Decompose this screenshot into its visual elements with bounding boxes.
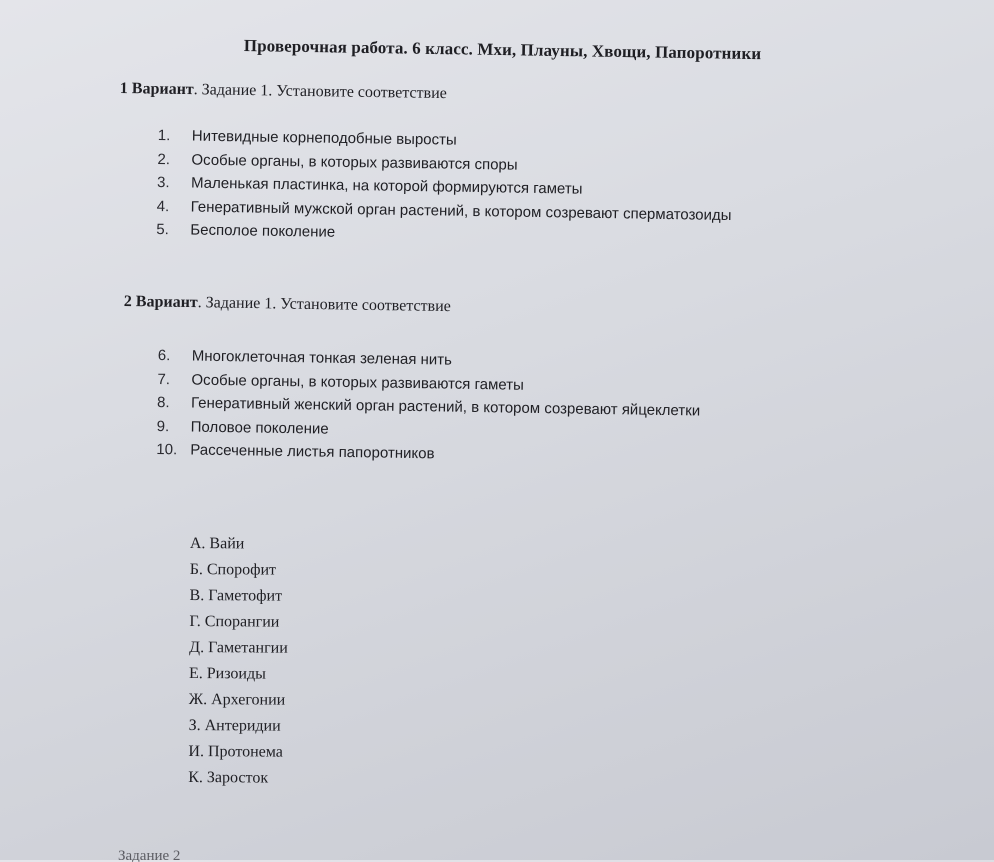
- variant-2-task: . Задание 1. Установите соответствие: [197, 294, 451, 316]
- answer-option: Д. Гаметангии: [189, 638, 288, 657]
- item-number: 7.: [157, 370, 171, 388]
- answer-option: В. Гаметофит: [189, 586, 283, 605]
- answer-option: Г. Спорангии: [189, 612, 280, 631]
- variant-2-items: [156, 344, 701, 470]
- variant-1-heading: [120, 80, 447, 103]
- answer-option: Б. Спорофит: [189, 560, 277, 579]
- variant-2-heading: [124, 293, 451, 316]
- item-text: Особые органы, в которых развиваются споры: [191, 151, 518, 174]
- item-text: Нитевидные корнеподобные выросты: [191, 127, 457, 149]
- answer-options: [188, 531, 288, 792]
- item-text: Особые органы, в которых развиваются гаметы: [191, 371, 524, 394]
- answer-option: А. Вайи: [189, 534, 245, 553]
- item-number: 1.: [157, 126, 171, 145]
- item-text: Генеративный мужской орган растений, в котором созревают сперматозоиды: [190, 198, 732, 224]
- answer-option: К. Заросток: [188, 768, 269, 787]
- variant-1-label: 1 Вариант: [119, 80, 194, 99]
- variant-1-task: . Задание 1. Установите соответствие: [193, 81, 447, 103]
- item-text: Маленькая пластинка, на которой формируются гаметы: [190, 174, 583, 198]
- item-number: 10.: [156, 440, 178, 459]
- item-number: 5.: [156, 220, 169, 239]
- item-number: 2.: [157, 150, 171, 168]
- variant-2-label: 2 Вариант: [123, 293, 198, 312]
- item-number: 8.: [156, 393, 170, 412]
- item-number: 3.: [156, 173, 170, 192]
- answer-option: Е. Ризоиды: [188, 664, 266, 683]
- answer-option: З. Антеридии: [188, 716, 281, 735]
- item-text: Половое поколение: [190, 418, 329, 438]
- document-title: Проверочная работа. 6 класс. Мхи, Плауны, Хвощи, Папоротники: [243, 36, 762, 64]
- item-number: 6.: [157, 346, 171, 365]
- cut-off-text: Задание 2: [118, 848, 181, 862]
- item-text: Бесполое поколение: [190, 221, 336, 241]
- answer-option: Ж. Архегонии: [188, 690, 286, 709]
- item-text: Рассеченные листья папоротников: [190, 441, 435, 463]
- item-number: 4.: [156, 197, 170, 215]
- item-text: Многоклеточная тонкая зеленая нить: [191, 347, 453, 369]
- item-text: Генеративный женский орган растений, в котором созревают яйцеклетки: [190, 394, 701, 420]
- variant-1-items: [156, 124, 733, 251]
- answer-option: И. Протонема: [188, 742, 283, 761]
- item-number: 9.: [156, 417, 170, 435]
